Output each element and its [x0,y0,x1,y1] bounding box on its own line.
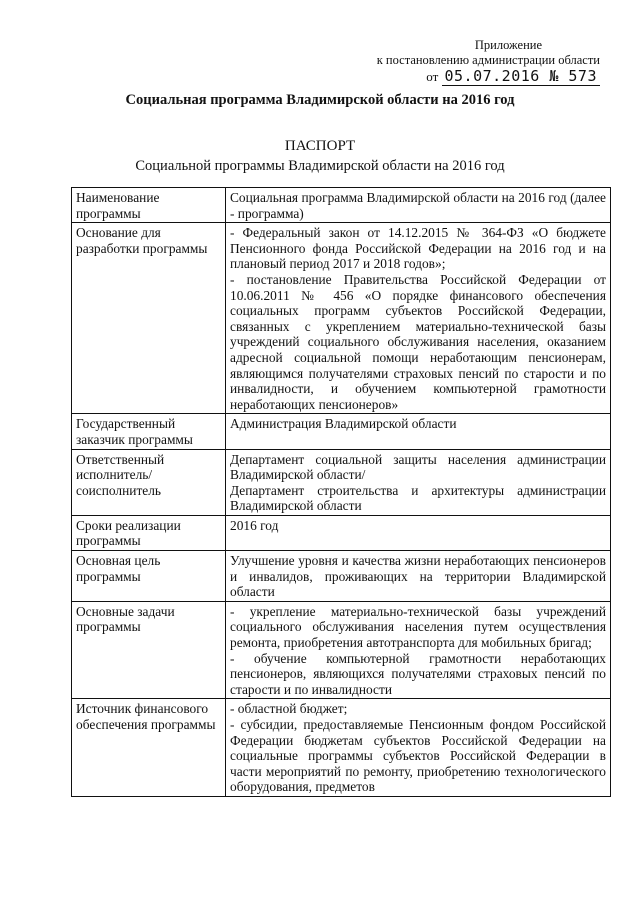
row-paragraph: - субсидии, предоставляемые Пенсионным фондом Российской Федерации бюджетам субъектов Российской Федерации на социальные программы субъектов Российской Федерации в части мероприятий по ремонту, приобретению технологического оборудования, предметов [230,717,606,795]
appendix-reference: к постановлению администрации области [376,53,600,67]
handwritten-date-number: 05.07.2016 № 573 [442,67,601,86]
document-title: Социальная программа Владимирской области на 2016 год [125,92,515,108]
row-label: Ответственный исполнитель/ соисполнитель [72,449,226,515]
row-value [226,515,611,550]
passport-heading [0,136,640,176]
row-label: Наименование программы [72,188,226,223]
row-value [226,601,611,699]
row-paragraph: - укрепление материально-технической базы учреждений социального обслуживания населения путем осуществления ремонта, приобретения автотранспорта для мобильных бригад; [230,603,606,651]
row-label: Основные задачи программы [72,601,226,699]
row-value [226,449,611,515]
row-label: Государственный заказчик программы [72,414,226,449]
row-label: Основная цель программы [72,551,226,602]
row-value [226,551,611,602]
row-label: Источник финансового обеспечения программы [72,699,226,797]
row-paragraph: - обучение компьютерной грамотности неработающих пенсионеров, являющихся получателями страховых пенсий по старости и по инвалидности [230,650,606,697]
table-row [72,414,611,449]
table-row [72,223,611,414]
table-row [72,188,611,223]
row-paragraph: - областной бюджет; [230,701,348,717]
row-label: Основание для разработки программы [72,223,226,414]
appendix-date-line [300,69,600,84]
passport-table [71,187,611,797]
table-row [72,699,611,797]
row-paragraph: Социальная программа Владимирской области на 2016 год (далее - программа) [230,190,606,221]
row-paragraph: - Федеральный закон от 14.12.2015 № 364-ФЗ «О бюджете Пенсионного фонда Российской Федерации на 2016 год и на плановый период 2017 и 2018 годов»; [230,225,606,272]
row-paragraph: 2016 год [230,517,279,533]
appendix-label: Приложение [474,38,542,52]
passport-title: ПАСПОРТ [284,138,356,154]
row-paragraph: - постановление Правительства Российской Федерации от 10.06.2011 № 456 «О порядке финансового обеспечения социальных программ субъектов Российской Федерации, связанных с укреплением материально-технической базы учреждений социального обслуживания населения, оказанием адресной социальной помощи неработающим пенсионерам, являющимся получателями страховых пенсий по старости и по инвалидности, и обучением компьютерной грамотности неработающих пенсионеров» [230,271,606,412]
date-prefix: от [426,69,439,84]
row-value [226,223,611,414]
passport-subtitle: Социальной программы Владимирской области на 2016 год [135,158,505,174]
passport-table-body [72,188,611,797]
table-row [72,551,611,602]
row-label: Сроки реализации программы [72,515,226,550]
row-value [226,699,611,797]
row-paragraph: Департамент строительства и архитектуры администрации Владимирской области [230,482,606,514]
appendix-header [300,38,600,84]
row-paragraph: Администрация Владимирской области [230,416,457,432]
table-row [72,601,611,699]
table-row [72,515,611,550]
table-row [72,449,611,515]
row-paragraph: Улучшение уровня и качества жизни неработающих пенсионеров и инвалидов, проживающих на территории Владимирской области [230,553,606,600]
row-value [226,414,611,449]
row-paragraph: Департамент социальной защиты населения администрации Владимирской области/ [230,451,606,483]
row-value [226,188,611,223]
